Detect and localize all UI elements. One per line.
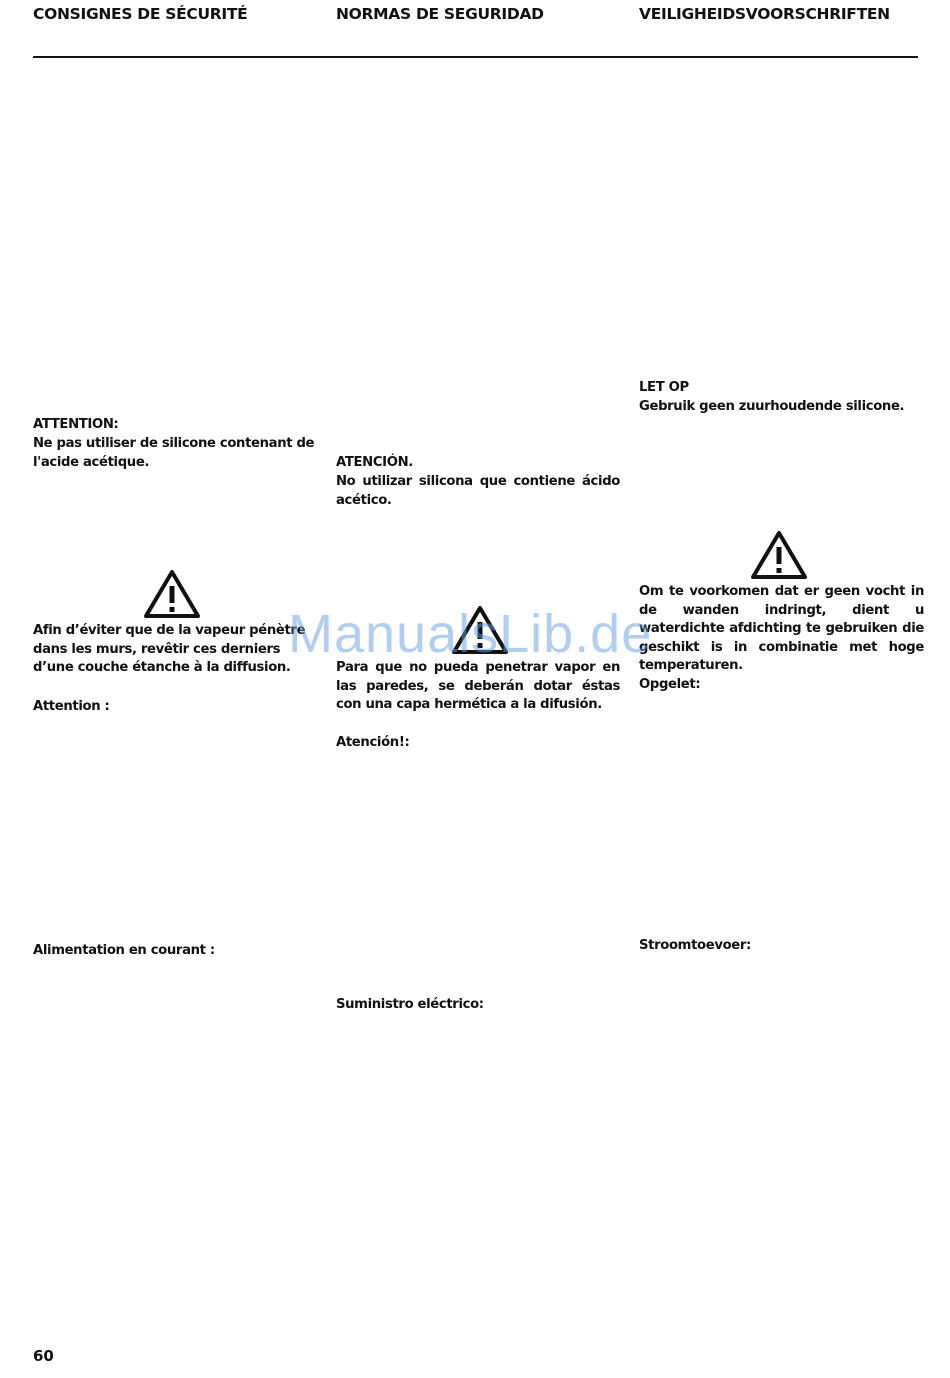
fr-attention-label: ATTENTION: xyxy=(33,417,119,432)
header-es: NORMAS DE SEGURIDAD xyxy=(336,5,544,23)
nl-attention2: Opgelet: xyxy=(639,677,701,692)
es-attention-label: ATENCIÓN. xyxy=(336,455,413,470)
nl-power: Stroomtoevoer: xyxy=(639,938,751,953)
es-attention2: Atención!: xyxy=(336,735,410,750)
header-fr: CONSIGNES DE SÉCURITÉ xyxy=(33,5,248,23)
nl-attention-text: Gebruik geen zuurhoudende silicone. xyxy=(639,399,905,414)
warning-triangle-icon xyxy=(144,570,200,618)
fr-vapor-text: Afin d’éviter que de la vapeur pénètre dans les murs, revêtir ces derniers d’une couche étanche à la diffusion. xyxy=(33,623,306,676)
es-attention-text: No utilizar silicona que contiene ácido acético. xyxy=(336,474,620,508)
es-power: Suministro eléctrico: xyxy=(336,997,484,1012)
es-vapor-text: Para que no pueda penetrar vapor en las paredes, se deberán dotar éstas con una capa hermética a la difusión. xyxy=(336,660,620,713)
fr-power: Alimentation en courant : xyxy=(33,943,215,958)
page-number: 60 xyxy=(33,1347,54,1365)
watermark: ManualsLib.de xyxy=(288,604,653,664)
fr-attention-text: Ne pas utiliser de silicone contenant de l'acide acétique. xyxy=(33,436,315,470)
nl-vapor-text: Om te voorkomen dat er geen vocht in de wanden indringt, dient u waterdichte afdichting te gebruiken die geschikt is in combinatie met hoge temperaturen. xyxy=(639,584,924,674)
header-rule xyxy=(33,56,918,58)
fr-attention2: Attention : xyxy=(33,699,110,714)
warning-triangle-icon xyxy=(751,531,807,579)
header-nl: VEILIGHEIDSVOORSCHRIFTEN xyxy=(639,5,890,23)
nl-attention-label: LET OP xyxy=(639,380,689,395)
